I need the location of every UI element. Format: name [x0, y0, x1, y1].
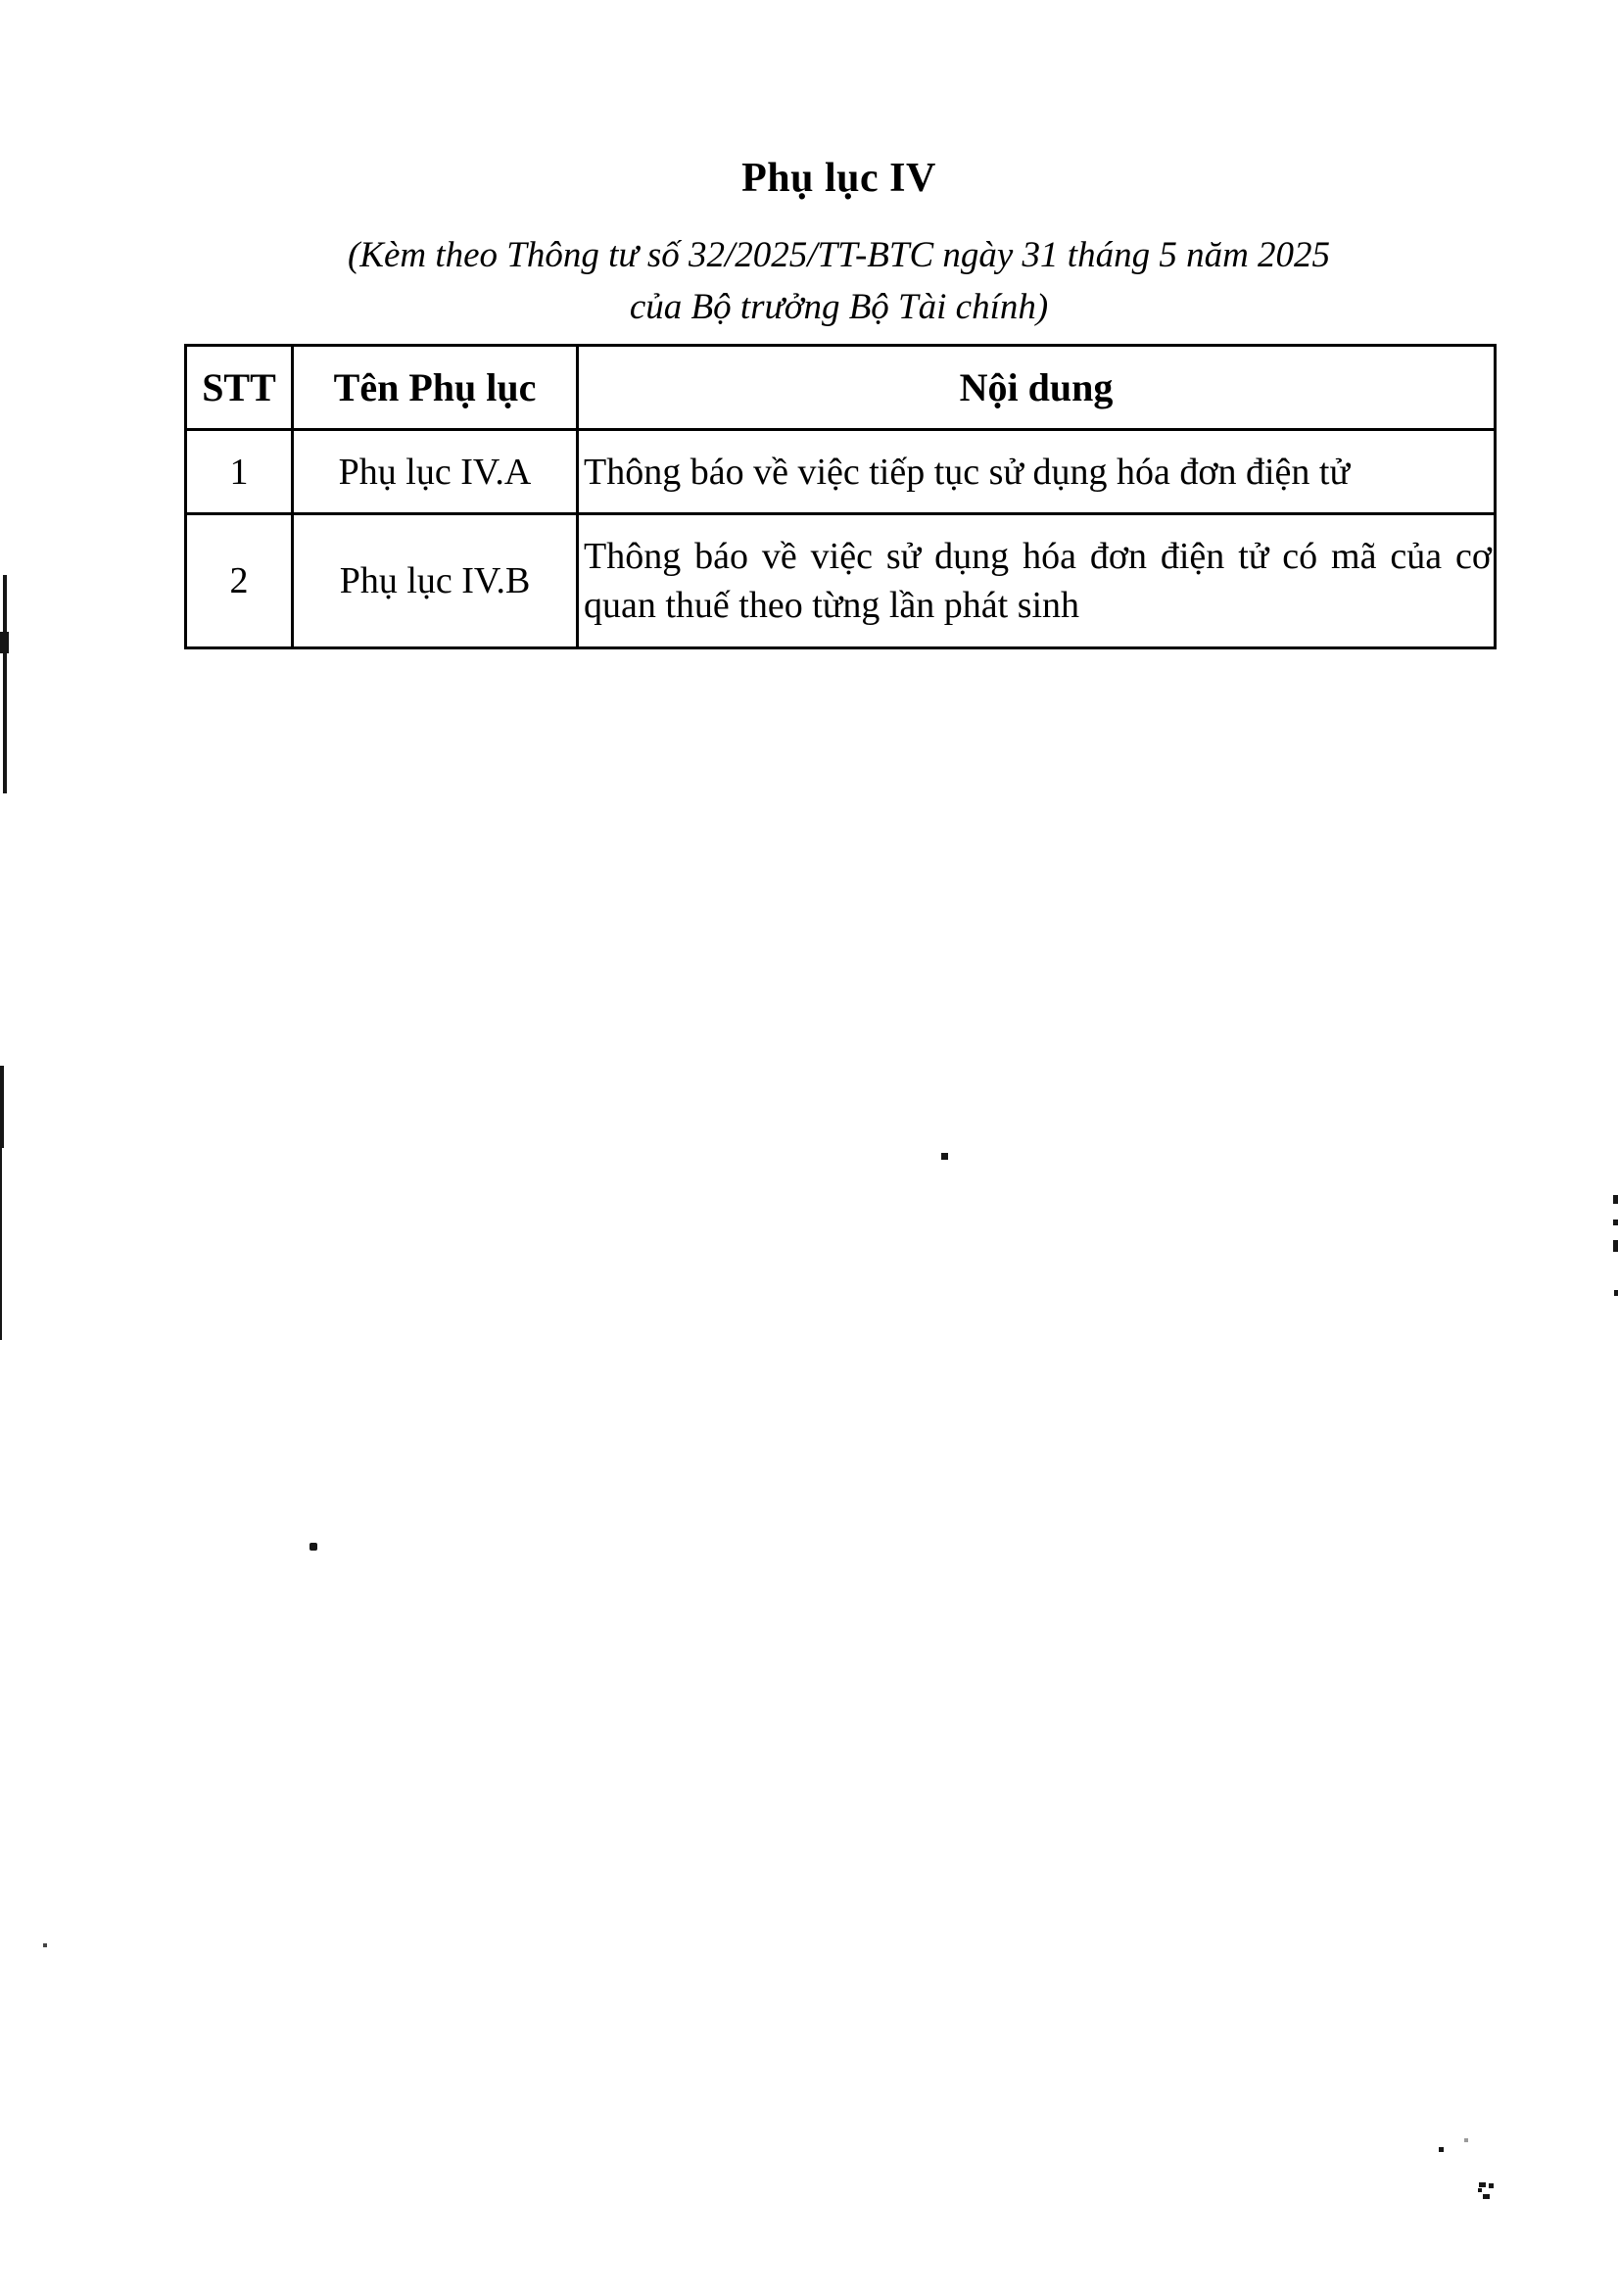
page-title: Phụ lục IV	[741, 156, 936, 201]
header-cell-name: Tên Phụ lục	[293, 346, 578, 430]
cell-stt: 2	[186, 514, 293, 648]
scan-artifact-left-blob	[0, 632, 9, 653]
scan-artifact-speck	[1478, 2188, 1482, 2192]
scan-artifact-left-line	[3, 575, 7, 793]
scan-artifact-edge-dash	[1613, 1240, 1618, 1252]
table-header-row	[186, 346, 1496, 430]
cell-content	[578, 430, 1496, 514]
subtitle-line-2: của Bộ trưởng Bộ Tài chính)	[629, 287, 1049, 327]
content-line: Thông báo về việc tiếp tục sử dụng hóa đơn điện tử	[584, 451, 1351, 493]
cell-name: Phụ lục IV.A	[293, 430, 578, 514]
scan-artifact-speck	[1439, 2147, 1444, 2152]
scan-artifact-speck	[1479, 2182, 1486, 2187]
scan-artifact-speck	[1483, 2194, 1490, 2199]
table-row	[186, 430, 1496, 514]
scan-artifact-speck	[1489, 2183, 1494, 2188]
page-subtitle	[145, 229, 1533, 333]
content-line: quan thuế theo từng lần phát sinh	[584, 585, 1080, 626]
scan-artifact-edge-dash	[1613, 1220, 1618, 1225]
scan-artifact-left-line	[0, 1148, 2, 1340]
scan-artifact-edge-dash	[1613, 1195, 1618, 1204]
scan-artifact-left-line	[0, 1066, 4, 1148]
header-cell-stt: STT	[186, 346, 293, 430]
cell-content	[578, 514, 1496, 648]
scan-artifact-dot	[309, 1543, 317, 1551]
scan-artifact-edge-dash	[1614, 1290, 1618, 1296]
appendix-table	[184, 344, 1497, 649]
table-row	[186, 514, 1496, 648]
cell-name: Phụ lục IV.B	[293, 514, 578, 648]
content-line: Thông báo về việc sử dụng hóa đơn điện tử có mã của cơ	[584, 536, 1492, 577]
scan-artifact-speck	[1464, 2138, 1468, 2142]
scan-artifact-dot	[941, 1153, 948, 1160]
subtitle-line-1: (Kèm theo Thông tư số 32/2025/TT-BTC ngày 31 tháng 5 năm 2025	[347, 235, 1331, 275]
cell-stt: 1	[186, 430, 293, 514]
scan-artifact-dot	[43, 1943, 47, 1947]
header-cell-content: Nội dung	[578, 346, 1496, 430]
